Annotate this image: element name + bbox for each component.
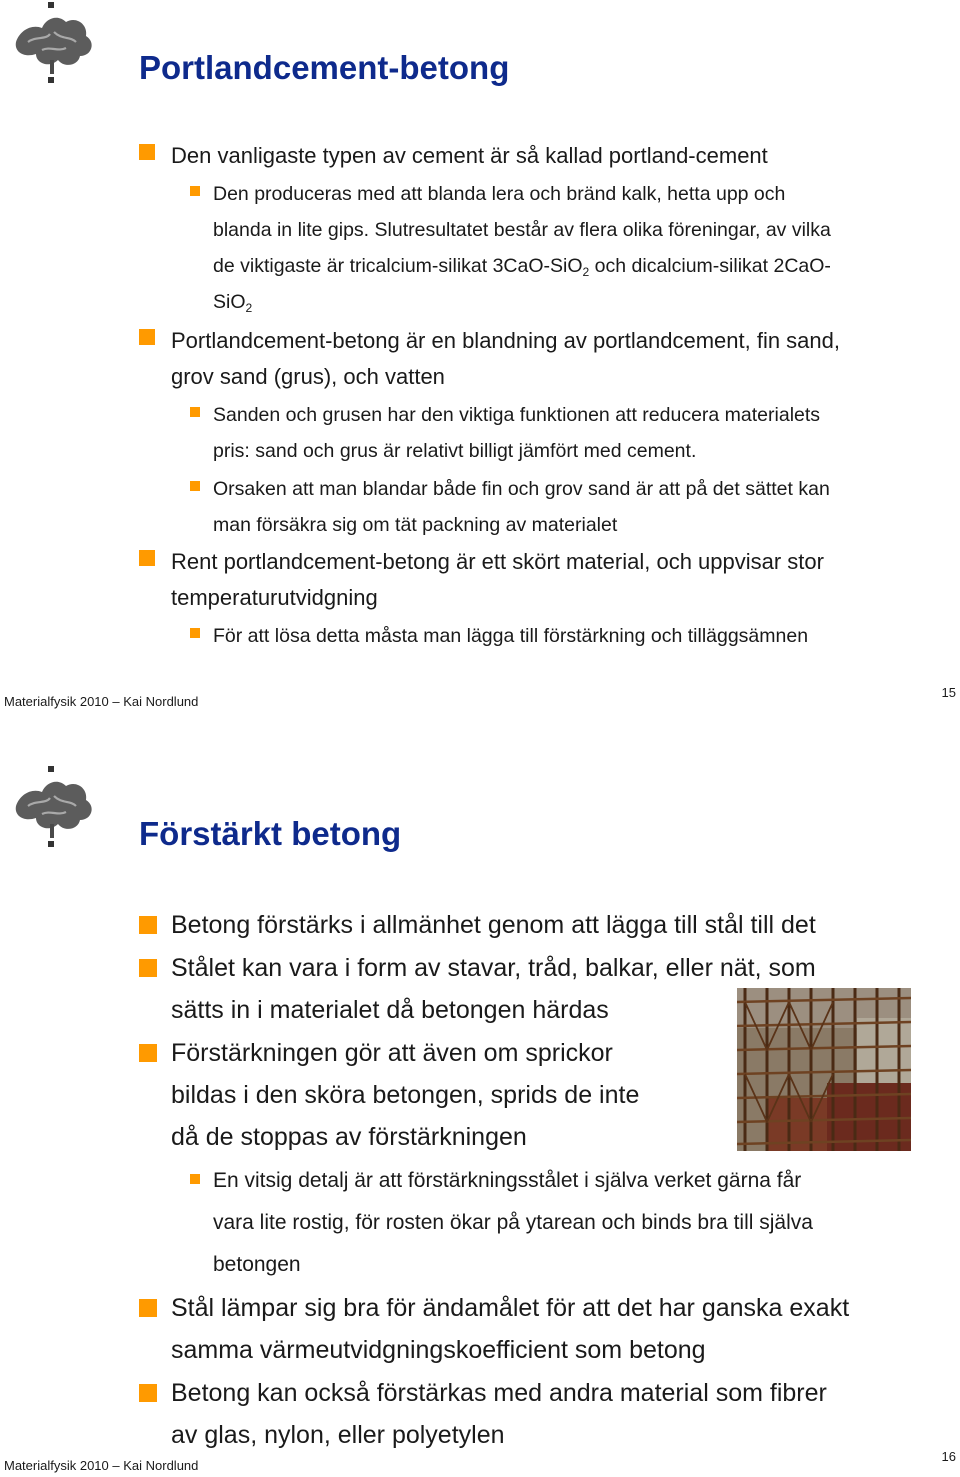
page-number: 15 [941, 685, 956, 700]
bullet-text-line: då de stoppas av förstärkningen [171, 1123, 527, 1151]
bullet-text-line: SiO$_2$ [213, 291, 253, 316]
bullet-text-line: Den produceras med att blanda lera och bränd kalk, hetta upp och [213, 183, 786, 205]
bullet-text-line: Rent portlandcement-betong är ett skört material, och uppvisar stor [171, 549, 824, 574]
bullet-square-icon [139, 959, 157, 977]
bullet-text-line: blanda in lite gips. Slutresultatet består av flera olika föreningar, av vilka [213, 219, 831, 241]
bullet-text-line: grov sand (grus), och vatten [171, 364, 445, 389]
bullet-text-line: Förstärkningen gör att även om sprickor [171, 1039, 613, 1067]
bullet-square-icon [139, 144, 155, 160]
bullet-text-line: Portlandcement-betong är en blandning av portlandcement, fin sand, [171, 328, 840, 353]
bullet-text-line: temperaturutvidgning [171, 585, 378, 610]
bullet-square-icon [190, 407, 200, 417]
bullet-square-icon [190, 481, 200, 491]
bullet-text-line: de viktigaste är tricalcium-silikat 3CaO-SiO$_2$ och dicalcium-silikat 2CaO- [213, 255, 831, 280]
bullet-text: Den vanligaste typen av cement är så kallad portland-cement [171, 143, 768, 168]
bullet-text-line: Betong kan också förstärkas med andra material som fibrer [171, 1379, 827, 1407]
bullet-text-line: vara lite rostig, för rosten ökar på ytarean och binds bra till själva [213, 1211, 813, 1234]
bullet-square-icon [190, 628, 200, 638]
bullet-square-icon [190, 186, 200, 196]
university-logo-icon [6, 2, 98, 86]
bullet-text-line: pris: sand och grus är relativt billigt jämfört med cement. [213, 440, 697, 462]
bullet-text: Betong förstärks i allmänhet genom att lägga till stål till det [171, 911, 816, 939]
page-number: 16 [941, 1449, 956, 1464]
bullet-text-line: Stålet kan vara i form av stavar, tråd, balkar, eller nät, som [171, 954, 816, 982]
bullet-square-icon [139, 1299, 157, 1317]
footer-text: Materialfysik 2010 – Kai Nordlund [4, 1458, 199, 1473]
bullet-text-line: Stål lämpar sig bra för ändamålet för att det har ganska exakt [171, 1294, 850, 1322]
slide-15 [0, 0, 960, 738]
slide-16 [0, 738, 960, 1477]
bullet-text-line: samma värmeutvidgningskoefficient som betong [171, 1336, 706, 1364]
bullet-square-icon [139, 550, 155, 566]
bullet-square-icon [139, 1384, 157, 1402]
bullet-text-line: En vitsig detalj är att förstärkningsstålet i själva verket gärna får [213, 1169, 802, 1192]
slide-title: Portlandcement-betong [139, 49, 510, 86]
bullet-text-line: bildas i den sköra betongen, sprids de inte [171, 1081, 640, 1109]
bullet-text-line: Sanden och grusen har den viktiga funktionen att reducera materialets [213, 404, 821, 426]
bullet-square-icon [139, 1044, 157, 1062]
bullet-square-icon [190, 1174, 200, 1184]
bullet-text-line: man försäkra sig om tät packning av materialet [213, 514, 618, 536]
rebar-photo [737, 988, 911, 1151]
bullet-text-line: betongen [213, 1253, 301, 1276]
bullet-text-line: För att lösa detta måsta man lägga till förstärkning och tilläggsämnen [213, 625, 809, 647]
footer-text: Materialfysik 2010 – Kai Nordlund [4, 694, 199, 709]
bullet-square-icon [139, 329, 155, 345]
bullet-text-line: Orsaken att man blandar både fin och grov sand är att på det sättet kan [213, 478, 830, 500]
bullet-text-line: av glas, nylon, eller polyetylen [171, 1421, 505, 1449]
bullet-text-line: sätts in i materialet då betongen härdas [171, 996, 609, 1024]
slide-title: Förstärkt betong [139, 815, 402, 852]
bullet-square-icon [139, 916, 157, 934]
university-logo-icon [6, 766, 98, 850]
